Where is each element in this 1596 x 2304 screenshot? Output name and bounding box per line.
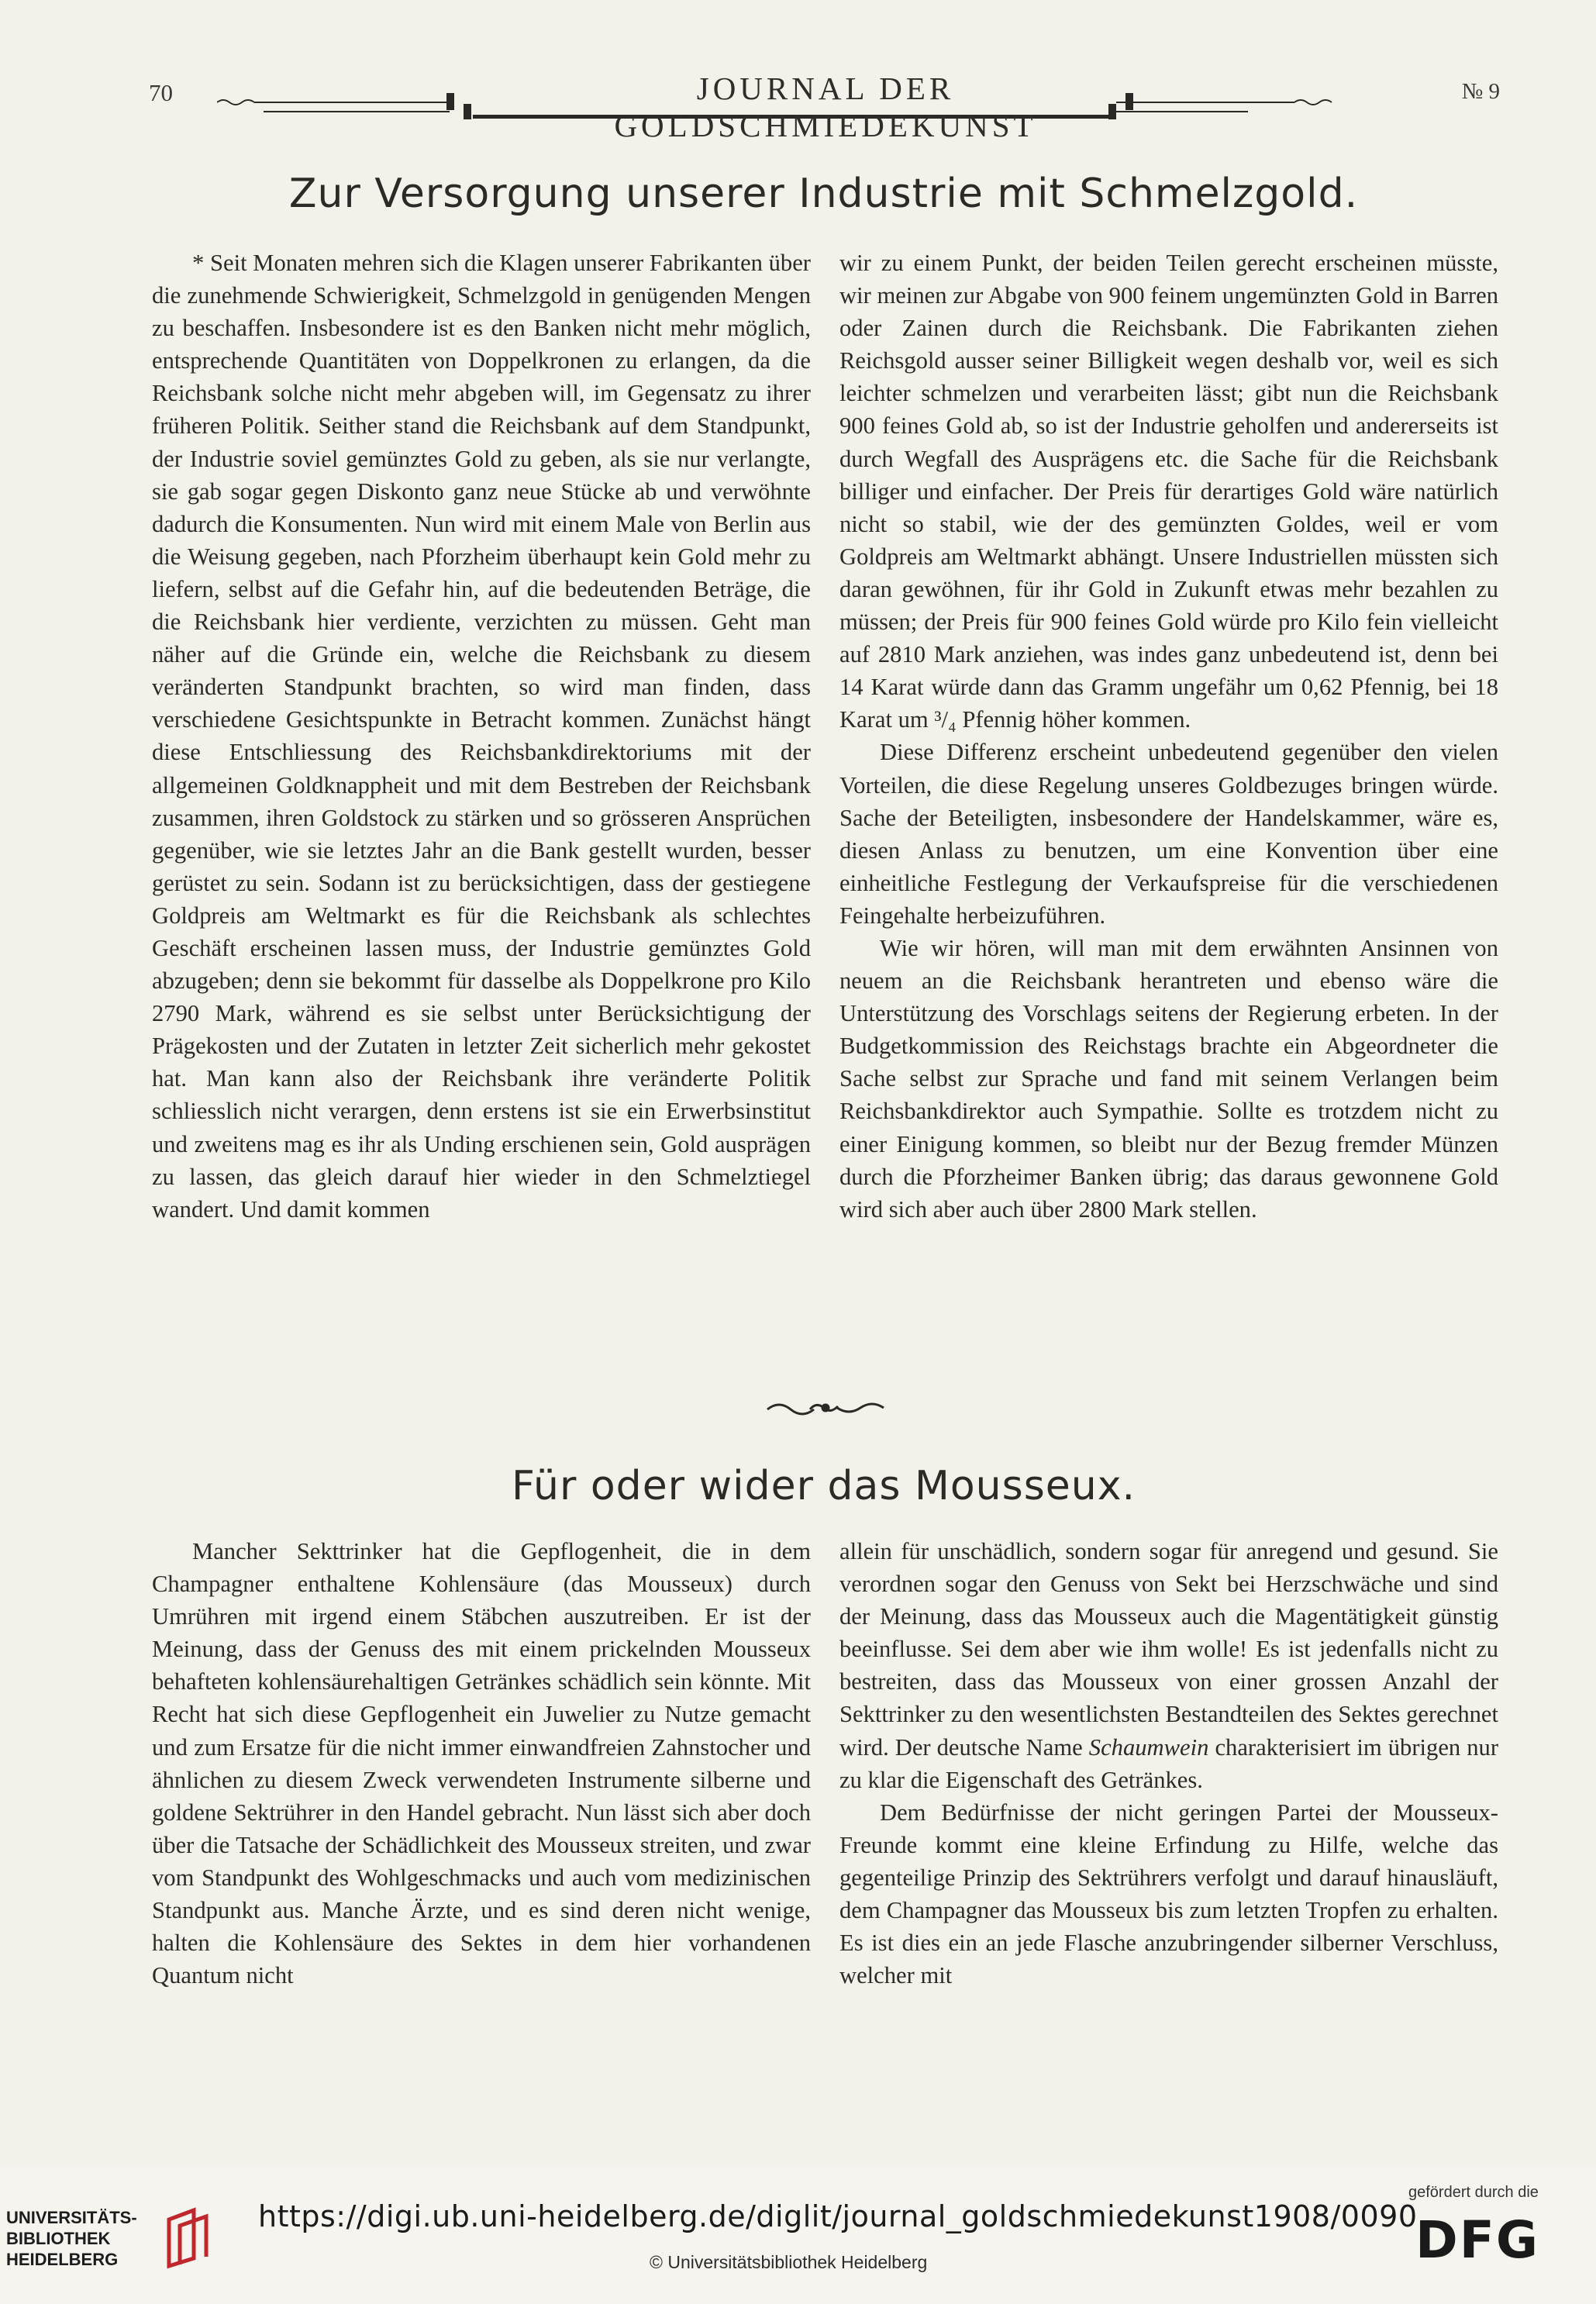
dfg-logo-text: DFG bbox=[1415, 2210, 1540, 2270]
library-name bbox=[6, 2207, 137, 2270]
article-title: Zur Versorgung unserer Industrie mit Schmelzgold. bbox=[288, 171, 1359, 217]
library-name-line: BIBLIOTHEK bbox=[6, 2229, 111, 2248]
library-logo-icon bbox=[163, 2204, 217, 2270]
library-name-line: UNIVERSITÄTS- bbox=[6, 2208, 137, 2227]
page-number: 70 bbox=[149, 79, 173, 106]
section-divider-ornament bbox=[764, 1395, 888, 1420]
paragraph: Dem Bedürfnisse der nicht geringen Partei der Mousseux-Freunde kommt eine kleine Erfindung zu Hilfe, welche das gegenteilige Prinzip des Sektrührers verfolgt und darauf hinausläuft, dem Champagner das Mousseux bis zum letzten Tropfen zu erhalten. Es ist dies ein an jede Flasche anzubringender silberner Verschluss, welcher mit bbox=[839, 1799, 1498, 1989]
article1-column-right bbox=[839, 247, 1498, 1226]
journal-title: JOURNAL DER GOLDSCHMIEDEKUNST bbox=[614, 71, 1037, 143]
paragraph: Wie wir hören, will man mit dem erwähnten Ansinnen von neuem an die Reichsbank herantreten und ebenso wäre die Unterstützung des Vorschlags seitens der Regierung erbeten. In der Budgetkommission des Reichstags brachte ein Abgeordneter die Sache selbst zur Sprache und fand mit seinem Verlangen beim Reichsbankdirektor auch Sympathie. Sollte es trotzdem nicht zu einer Einigung kommen, so bleibt nur der Bezug fremder Münzen durch die Pforzheimer Banken übrig; das daraus gewonnene Gold wird sich aber auch über 2800 Mark stellen. bbox=[839, 934, 1498, 1223]
source-url-link[interactable]: https://digi.ub.uni-heidelberg.de/diglit/journal_goldschmiedekunst1908/0090 bbox=[258, 2199, 1418, 2233]
library-name-line: HEIDELBERG bbox=[6, 2250, 119, 2269]
article2-column-left bbox=[152, 1535, 811, 1992]
paragraph: Diese Differenz erscheint unbedeutend gegenüber den vielen Vorteilen, die diese Regelung unseres Goldbezuges bringen würde. Sache der Beteiligten, insbesondere der Handelskammer, wäre es, diesen Anlass zu benutzen, um eine Konvention über eine einheitliche Festlegung der Verkaufspreise für die verschiedenen Feingehalte herbeizuführen. bbox=[839, 739, 1498, 929]
footer-bar bbox=[0, 2167, 1596, 2304]
italic-term: Schaumwein bbox=[1088, 1733, 1209, 1761]
text-run: allein für unschädlich, sondern sogar für anregend und gesund. Sie verordnen sogar den Genuss von Sekt bei Herzschwäche und sind der Meinung, dass das Mousseux auch die Magentätigkeit günstig beeinflusse. Sei dem aber wie ihm wolle! Es ist jedenfalls nicht zu bestreiten, dass das Mousseux von einer grossen Anzahl der Sekttrinker zu den wesentlichsten Bestandteilen des Sektes gerechnet wird. Der deutsche Name bbox=[839, 1538, 1498, 1761]
running-head bbox=[147, 65, 1500, 143]
paragraph: Mancher Sekttrinker hat die Gepflogenheit, die in dem Champagner enthaltene Kohlensäure (das Mousseux) durch Umrühren mit irgend einem Stäbchen auszutreiben. Er ist der Meinung, dass der Genuss des mit einem prickelnden Mousseux behafteten kohlensäurehaltigen Getränkes schädlich sein könnte. Mit Recht hat sich diese Gepflogenheit ein Juwelier zu Nutze gemacht und zum Ersatze für die nicht immer einwandfreien Zahnstocher und ähnlichen zu diesem Zweck verwendeten Instrumente silberne und goldene Sektrührer in den Handel gebracht. Nun lässt sich aber doch über die Tatsache der Schädlichkeit des Mousseux streiten, und zwar vom Standpunkt des Wohlgeschmacks und auch vom medizinischen Standpunkt aus. Manche Ärzte, und es sind deren nicht wenige, halten die Kohlensäure des Sektes in dem hier vorhandenen Quantum nicht bbox=[152, 1538, 811, 1989]
funding-notice: gefördert durch die bbox=[1408, 2184, 1539, 2201]
dfg-logo bbox=[1415, 2210, 1567, 2270]
paragraph: * Seit Monaten mehren sich die Klagen unserer Fabrikanten über die zunehmende Schwierigkeit, Schmelzgold in genügenden Mengen zu beschaffen. Insbesondere ist es den Banken nicht mehr möglich, entsprechende Quantitäten von Doppelkronen zu erlangen, da die Reichsbank solche nicht mehr abgeben will, im Gegensatz zu ihrer früheren Politik. Seither stand die Reichsbank auf dem Standpunkt, der Industrie soviel gemünztes Gold zu geben, als sie nur verlangte, sie gab sogar gegen Diskonto ganz neue Stücke ab und verwöhnte dadurch die Konsumenten. Nun wird mit einem Male von Berlin aus die Weisung gegeben, nach Pforzheim überhaupt kein Gold mehr zu liefern, selbst auf die Gefahr hin, auf die bedeutenden Beträge, die die Reichsbank hier verdiente, verzichten zu müssen. Geht man näher auf die Gründe ein, welche die Reichsbank zu diesem veränderten Standpunkt brachten, so wird man finden, dass verschiedene Gesichtspunkte in Betracht kommen. Zunächst hängt diese Entschliessung des Reichsbankdirektoriums mit der allgemeinen Goldknappheit und mit dem Bestreben der Reichsbank zusammen, ihren Goldstock zu stärken und so grösseren Ansprüchen gegenüber, wie sie letztes Jahr an die Bank gestellt wurden, besser gerüstet zu sein. Sodann ist zu berücksichtigen, dass der gestiegene Goldpreis am Weltmarkt es für die Reichsbank als schlechtes Geschäft erscheinen lassen muss, der Industrie gemünztes Gold abzugeben; denn sie bekommt für dasselbe als Doppelkrone pro Kilo 2790 Mark, während es sie selbst unter Berücksichtigung der Prägekosten und der Zutaten in letzter Zeit sicherlich mehr gekostet hat. Man kann also der Reichsbank ihre veränderte Politik schliesslich nicht verargen, denn erstens ist sie ein Erwerbsinstitut und zweitens mag es ihr als Unding erschienen sein, Gold ausprägen zu lassen, das gleich darauf hier wieder in den Schmelztiegel wandert. Und damit kommen bbox=[152, 250, 811, 1223]
issue-number: № 9 bbox=[1461, 79, 1500, 104]
paragraph bbox=[839, 1535, 1498, 1796]
copyright-notice: © Universitätsbibliothek Heidelberg bbox=[650, 2252, 928, 2272]
article2-column-right bbox=[839, 1535, 1498, 1992]
article1-column-left bbox=[152, 247, 811, 1226]
paragraph: wir zu einem Punkt, der beiden Teilen gerecht erscheinen müsste, wir meinen zur Abgabe von 900 feinem ungemünzten Gold in Barren oder Zainen durch die Reichsbank. Die Fabrikanten ziehen Reichsgold ausser seiner Billigkeit wegen deshalb vor, weil es sich leichter schmelzen und verarbeiten lässt; gibt nun die Reichsbank 900 feines Gold ab, so ist der Industrie geholfen und andererseits ist durch Wegfall des Ausprägens etc. die Sache für die Reichsbank billiger und einfacher. Der Preis für derartiges Gold wäre natürlich nicht so stabil, wie der des gemünzten Goldes, weil er vom Goldpreis am Weltmarkt abhängt. Unsere Industriellen müssten sich daran gewöhnen, für ihr Gold in Zukunft etwas mehr bezahlen zu müssen; der Preis für 900 feines Gold würde pro Kilo fein vielleicht auf 2810 Mark anziehen, was indes ganz unbedeutend ist, denn bei 14 Karat würde dann das Gramm ungefähr um 0,62 Pfennig, bei 18 Karat um ³/₄ Pfennig höher kommen. bbox=[839, 250, 1498, 733]
text-run: charakterisiert im übrigen nur zu klar die Eigenschaft des Getränkes. bbox=[839, 1733, 1499, 1793]
article-title: Für oder wider das Mousseux. bbox=[511, 1463, 1136, 1509]
